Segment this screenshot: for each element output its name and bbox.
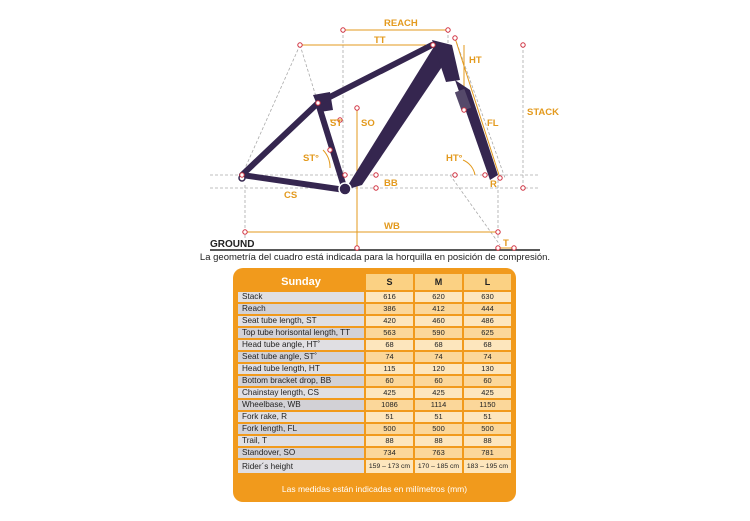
row-value-m: 88	[413, 436, 462, 446]
row-value-l: 51	[462, 412, 511, 422]
size-header-m: M	[413, 274, 462, 290]
row-value-m: 60	[413, 376, 462, 386]
row-value-l: 60	[462, 376, 511, 386]
row-value-s: 60	[364, 376, 413, 386]
table-row	[238, 436, 511, 446]
row-value-m: 500	[413, 424, 462, 434]
table-row	[238, 340, 511, 350]
row-label: Seat tube length, ST	[238, 316, 364, 326]
label-ht: HT	[469, 55, 482, 66]
row-value-l: 444	[462, 304, 511, 314]
row-label: Reach	[238, 304, 364, 314]
size-header-s: S	[364, 274, 413, 290]
row-value-m: 460	[413, 316, 462, 326]
row-value-s: 88	[364, 436, 413, 446]
table-row	[238, 424, 511, 434]
row-value-s: 425	[364, 388, 413, 398]
row-label: Top tube horisontal length, TT	[238, 328, 364, 338]
geometry-table	[238, 272, 511, 475]
row-value-s: 51	[364, 412, 413, 422]
row-label: Stack	[238, 292, 364, 302]
row-value-m: 763	[413, 448, 462, 458]
label-ground: GROUND	[210, 239, 255, 250]
label-tt: TT	[374, 35, 386, 46]
row-value-m: 51	[413, 412, 462, 422]
row-value-l: 1150	[462, 400, 511, 410]
table-row	[238, 400, 511, 410]
row-value-l: 486	[462, 316, 511, 326]
label-so: SO	[361, 118, 375, 129]
row-label: Standover, SO	[238, 448, 364, 458]
label-r: R	[490, 179, 497, 190]
row-value-s: 563	[364, 328, 413, 338]
row-value-l: 500	[462, 424, 511, 434]
geometry-table-card	[233, 268, 516, 502]
row-value-m: 620	[413, 292, 462, 302]
row-label: Wheelbase, WB	[238, 400, 364, 410]
row-value-l: 425	[462, 388, 511, 398]
row-value-m: 1114	[413, 400, 462, 410]
row-value-m: 68	[413, 340, 462, 350]
table-row	[238, 448, 511, 458]
table-row	[238, 388, 511, 398]
label-st-angle: ST°	[303, 153, 319, 164]
row-label: Fork rake, R	[238, 412, 364, 422]
label-wb: WB	[384, 221, 400, 232]
row-value-s: 500	[364, 424, 413, 434]
label-ht-angle: HT°	[446, 153, 463, 164]
row-value-l: 130	[462, 364, 511, 374]
table-row	[238, 352, 511, 362]
row-value-m: 74	[413, 352, 462, 362]
row-value-s: 159 – 173 cm	[364, 460, 413, 473]
row-label: Seat tube angle, ST˚	[238, 352, 364, 362]
row-value-s: 734	[364, 448, 413, 458]
row-value-m: 412	[413, 304, 462, 314]
label-reach: REACH	[384, 18, 418, 29]
label-st: ST	[330, 118, 343, 129]
label-cs: CS	[284, 190, 298, 201]
row-label: Trail, T	[238, 436, 364, 446]
table-row	[238, 292, 511, 302]
row-value-l: 781	[462, 448, 511, 458]
row-value-m: 120	[413, 364, 462, 374]
label-stack: STACK	[527, 107, 560, 118]
row-value-m: 170 – 185 cm	[413, 460, 462, 473]
table-row	[238, 328, 511, 338]
row-value-s: 420	[364, 316, 413, 326]
size-header-l: L	[462, 274, 511, 290]
table-row	[238, 376, 511, 386]
table-row	[238, 412, 511, 422]
units-note: Las medidas están indicadas en milímetros (mm)	[281, 484, 468, 494]
row-value-l: 68	[462, 340, 511, 350]
table-row	[238, 316, 511, 326]
row-value-l: 625	[462, 328, 511, 338]
row-value-s: 1086	[364, 400, 413, 410]
label-t: T	[503, 238, 509, 249]
table-body	[238, 292, 511, 473]
guide-lines	[210, 30, 540, 245]
row-value-s: 74	[364, 352, 413, 362]
row-label: Bottom bracket drop, BB	[238, 376, 364, 386]
row-value-m: 590	[413, 328, 462, 338]
row-value-l: 88	[462, 436, 511, 446]
row-label: Chainstay length, CS	[238, 388, 364, 398]
row-label: Head tube angle, HT˚	[238, 340, 364, 350]
model-title: Sunday	[238, 274, 364, 290]
label-fl: FL	[487, 118, 499, 129]
row-label: Fork length, FL	[238, 424, 364, 434]
row-value-s: 616	[364, 292, 413, 302]
table-row	[238, 460, 511, 473]
row-value-l: 183 – 195 cm	[462, 460, 511, 473]
row-label: Rider´s height	[238, 460, 364, 473]
table-row	[238, 304, 511, 314]
row-label: Head tube length, HT	[238, 364, 364, 374]
table-row	[238, 364, 511, 374]
row-value-s: 68	[364, 340, 413, 350]
row-value-s: 386	[364, 304, 413, 314]
geometry-caption: La geometría del cuadro está indicada para la horquilla en posición de compresión.	[199, 252, 551, 263]
row-value-l: 630	[462, 292, 511, 302]
row-value-l: 74	[462, 352, 511, 362]
row-value-s: 115	[364, 364, 413, 374]
label-bb: BB	[384, 178, 398, 189]
row-value-m: 425	[413, 388, 462, 398]
